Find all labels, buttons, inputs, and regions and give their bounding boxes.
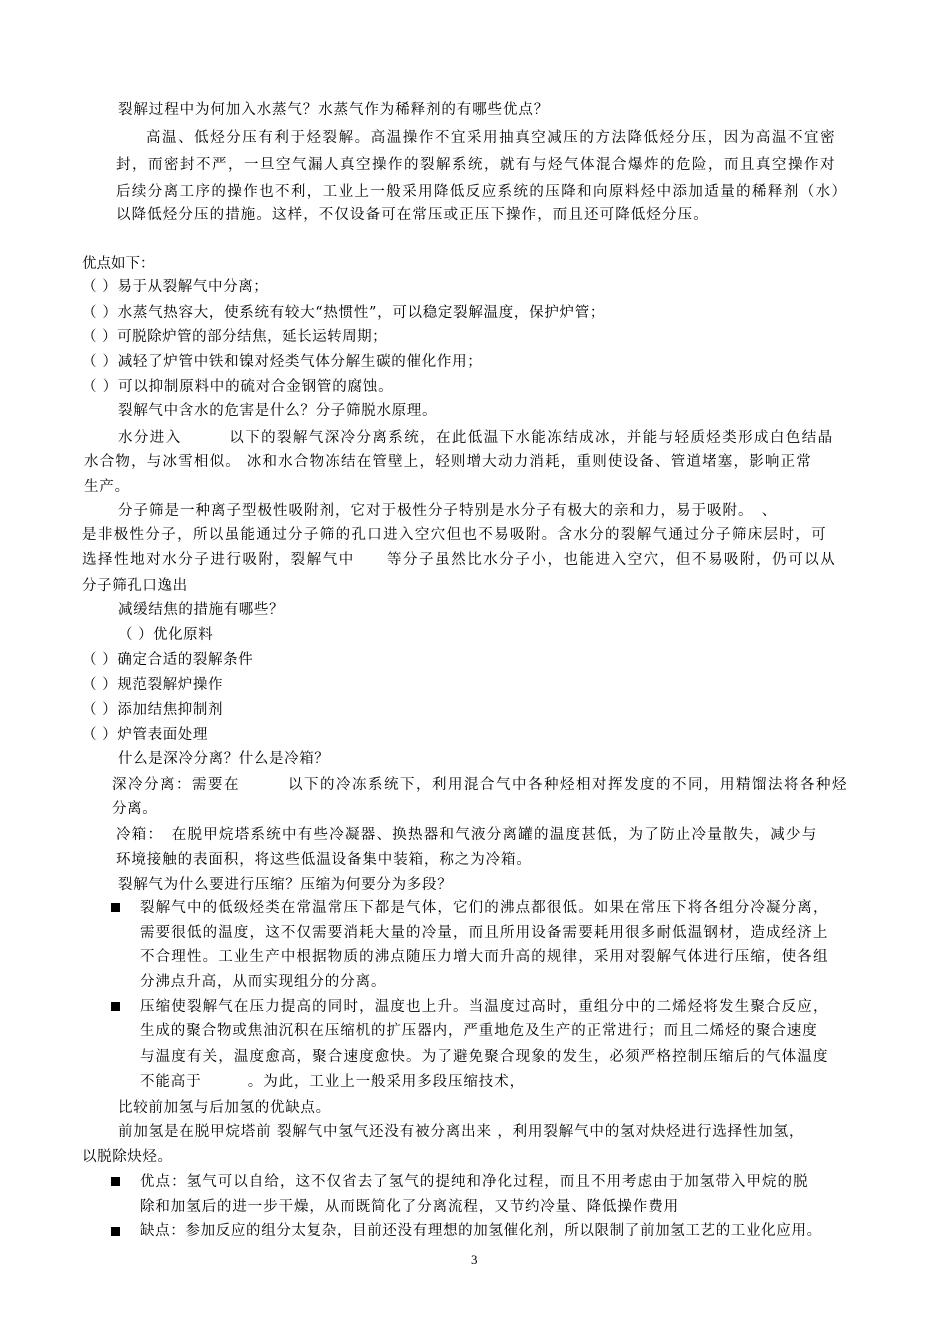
text-line: 分子筛孔口逸出 [82,578,188,594]
text-line: 裂解气中的低级烃类在常温常压下都是气体，它们的沸点都很低。如果在常压下将各组分冷凝分离， [140,900,829,916]
question-3-heading: 减缓结焦的措施有哪些？ [118,602,285,618]
text-line: 以脱除炔烃。 [82,1149,173,1165]
square-bullet-icon [111,903,120,912]
list-item: （ ）易于从裂解气中分离； [82,279,269,295]
text-line: 后续分离工序的操作也不利，工业上一般采用降低反应系统的压降和向原料烃中添加适量的稀释剂（水） [116,184,848,200]
list-item: （ ）确定合适的裂解条件 [82,652,254,668]
text-line: 水合物，与冰雪相似。 冰和水合物冻结在管壁上，轻则增大动力消耗，重则使设备、管道堵塞，影响正常 [84,454,813,470]
text-line: 除和加氢后的进一步干燥，从而既简化了分离流程，又节约冷量、降低操作费用 [140,1199,679,1215]
question-4-heading: 什么是深冷分离？什么是冷箱？ [118,751,330,767]
text-line: 需要很低的温度，这不仅需要消耗大量的冷量，而且所用设备需要耗用很多耐低温钢材，造成经济上 [140,925,829,941]
text-line: 优点如下： [82,256,155,272]
text-line: 分离。 [112,801,158,817]
list-item: （ ）优化原料 [118,627,214,643]
square-bullet-icon [111,1002,120,1011]
text-line: 优点：氢气可以自给，这不仅省去了氢气的提纯和净化过程，而且不用考虑由于加氢带入甲烷的脱 [140,1174,809,1190]
list-item: （ ）水蒸气热容大，使系统有较大“热惯性”，可以稳定裂解温度，保护炉管； [82,305,606,321]
text-line: 不合理性。工业生产中根据物质的沸点随压力增大而升高的规律，采用对裂解气体进行压缩，使各组 [140,949,829,965]
page-number: 3 [471,1252,478,1267]
list-item: （ ）减轻了炉管中铁和镍对烃类气体分解生碳的催化作用； [82,354,483,370]
text-line: 不能高于 。为此，工业上一般采用多段压缩技术， [140,1074,525,1090]
list-item: （ ）可脱除炉管的部分结焦，延长运转周期； [82,329,388,345]
text-line: 生成的聚合物或焦油沉积在压缩机的扩压器内，严重地危及生产的正常进行；而且二烯烃的聚合速度 [140,1023,818,1039]
text-line: 高温、低烃分压有利于烃裂解。高温操作不宜采用抽真空减压的方法降低烃分压，因为高温不宜密 [146,130,837,146]
question-1-heading: 裂解过程中为何加入水蒸气？水蒸气作为稀释剂的有哪些优点？ [118,102,550,118]
question-6-heading: 比较前加氢与后加氢的优缺点。 [118,1100,331,1116]
question-5-heading: 裂解气为什么要进行压缩？压缩为何要分为多段？ [118,877,453,893]
text-line: 以降低烃分压的措施。这样，不仅设备可在常压或正压下操作，而且还可降低烃分压。 [116,207,709,223]
text-line: 分子筛是一种离子型极性吸附剂，它对于极性分子特别是水分子有极大的亲和力，易于吸附。 、 [118,503,778,519]
text-line: 前加氢是在脱甲烷塔前 裂解气中氢气还没有被分离出来 ，利用裂解气中的氢对炔烃进行选择性加氢， [118,1124,805,1140]
text-line: 与温度有关，温度愈高，聚合速度愈快。为了避免聚合现象的发生，必须严格控制压缩后的气体温度 [140,1049,829,1065]
question-2-heading: 裂解气中含水的危害是什么？分子筛脱水原理。 [118,403,438,419]
text-line: 选择性地对水分子进行吸附，裂解气中 等分子虽然比水分子小，也能进入空穴，但不易吸附，仍可以从 [82,552,837,568]
list-item: （ ）规范裂解炉操作 [82,677,224,693]
list-item: （ ）炉管表面处理 [82,727,209,743]
text-line: 环境接触的表面积，将这些低温设备集中装箱，称之为冷箱。 [116,852,532,868]
list-item: （ ）添加结焦抑制剂 [82,702,224,718]
text-line: 是非极性分子，所以虽能通过分子筛的孔口进入空穴但也不易吸附。含水分的裂解气通过分子筛床层时，可 [82,527,827,543]
text-line: 缺点：参加反应的组分太复杂，目前还没有理想的加氢催化剂，所以限制了前加氢工艺的工业化应用。 [140,1223,822,1239]
text-line: 深冷分离：需要在 以下的冷冻系统下，利用混合气中各种烃相对挥发度的不同，用精馏法将各种烃 [112,777,848,793]
text-line: 封，而密封不严，一旦空气漏人真空操作的裂解系统，就有与烃气体混合爆炸的危险，而且真空操作对 [116,157,836,173]
text-line: 分沸点升高，从而实现组分的分离。 [140,974,387,990]
square-bullet-icon [111,1227,120,1236]
text-line: 冷箱： 在脱甲烷塔系统中有些冷凝器、换热器和气液分离罐的温度甚低，为了防止冷量散失，减少与 [116,827,818,843]
list-item: （ ）可以抑制原料中的硫对合金钢管的腐蚀。 [82,379,394,395]
text-line: 压缩使裂解气在压力提高的同时，温度也上升。当温度过高时，重组分中的二烯烃将发生聚合反应， [140,999,829,1015]
text-line: 生产。 [84,479,130,495]
square-bullet-icon [111,1177,120,1186]
text-line: 水分进入 以下的裂解气深冷分离系统，在此低温下水能冻结成冰，并能与轻质烃类形成白色结晶 [118,430,834,446]
